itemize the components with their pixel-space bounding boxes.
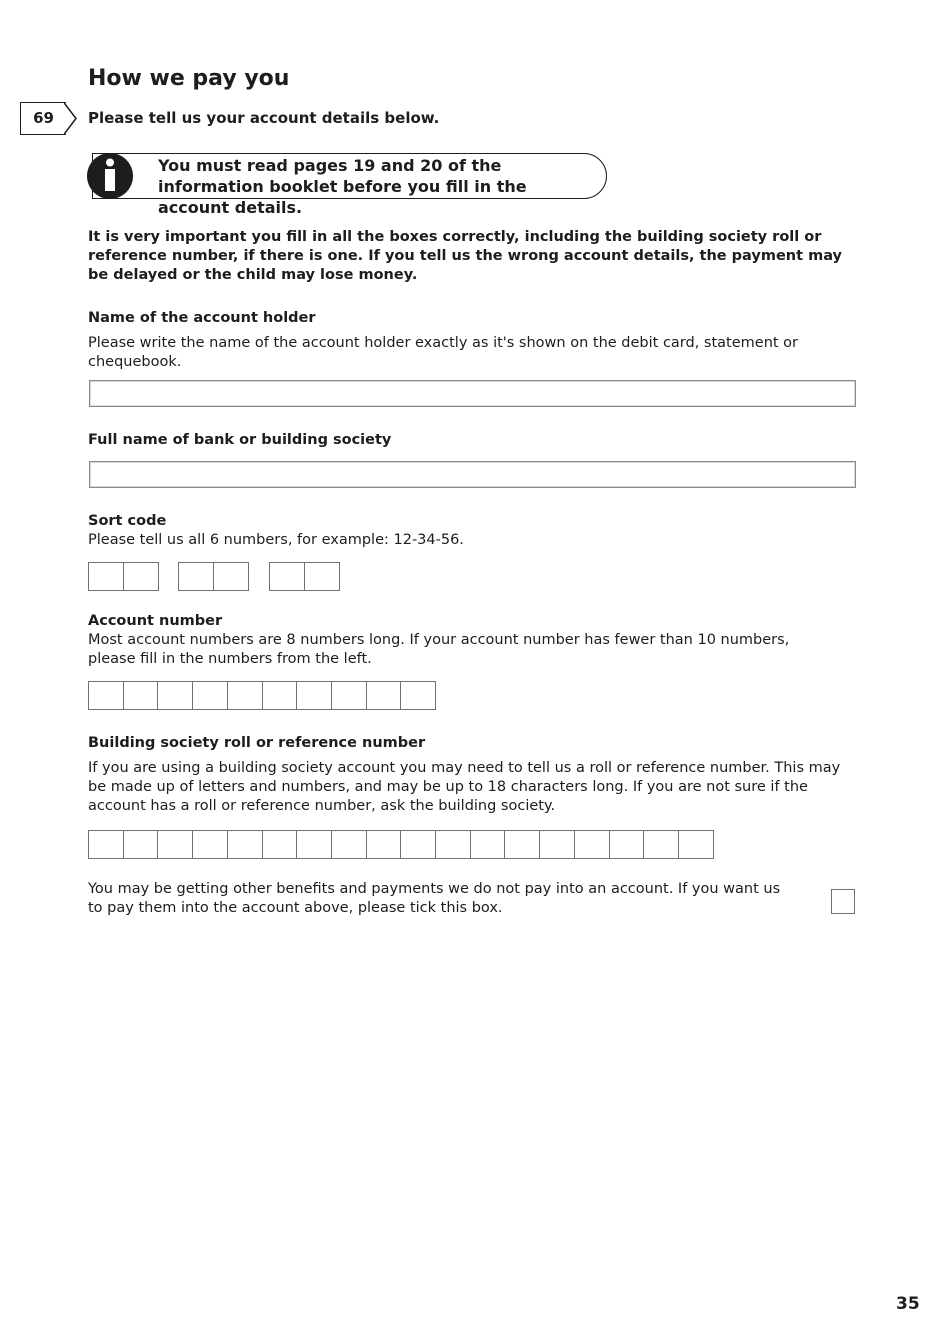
account-number-digit[interactable] [366, 681, 402, 710]
account-number-digit[interactable] [400, 681, 436, 710]
roll-number-char[interactable] [331, 830, 367, 859]
info-icon [87, 153, 133, 199]
sort-code-digit[interactable] [213, 562, 249, 591]
page-number: 35 [896, 1294, 920, 1314]
roll-number-char[interactable] [504, 830, 540, 859]
account-number-digit[interactable] [331, 681, 367, 710]
roll-number-label: Building society roll or reference number [88, 735, 426, 751]
question-number-arrow [64, 102, 80, 135]
roll-number-char[interactable] [470, 830, 506, 859]
roll-number-char[interactable] [296, 830, 332, 859]
account-number-digit[interactable] [123, 681, 159, 710]
roll-number-char[interactable] [262, 830, 298, 859]
sort-code-group-2 [178, 562, 247, 591]
account-number-hint: Most account numbers are 8 numbers long. If your account number has fewer than 10 numbers, please fill in the numbers from the left. [88, 632, 790, 667]
sort-code-label: Sort code [88, 513, 167, 529]
roll-number-char[interactable] [227, 830, 263, 859]
sort-code-digit[interactable] [269, 562, 305, 591]
account-number-digit[interactable] [227, 681, 263, 710]
account-holder-hint: Please write the name of the account holder exactly as it's shown on the debit card, statement or chequebook. [88, 335, 799, 370]
page-title: How we pay you [88, 66, 290, 91]
sort-code-hint: Please tell us all 6 numbers, for example: 12-34-56. [88, 532, 464, 548]
bank-name-input[interactable] [89, 461, 856, 488]
roll-number-hint: If you are using a building society account you may need to tell us a roll or reference number. This may be made up of letters and numbers, and may be up to 18 characters long. If you are not sure if the account has a roll or reference number, ask the building society. [88, 760, 841, 814]
other-benefits-text: You may be getting other benefits and payments we do not pay into an account. If you want us to pay them into the account above, please tick this box. [88, 881, 781, 916]
roll-number-char[interactable] [366, 830, 402, 859]
roll-number-char[interactable] [678, 830, 714, 859]
question-text: Please tell us your account details below. [88, 109, 440, 127]
roll-number-char[interactable] [88, 830, 124, 859]
account-number-digit[interactable] [192, 681, 228, 710]
account-number-boxes [88, 681, 435, 710]
account-number-digit[interactable] [262, 681, 298, 710]
sort-code-digit[interactable] [123, 562, 159, 591]
roll-number-char[interactable] [643, 830, 679, 859]
sort-code-digit[interactable] [304, 562, 340, 591]
other-benefits-checkbox[interactable] [831, 889, 855, 914]
question-number: 69 [20, 102, 66, 135]
roll-number-char[interactable] [539, 830, 575, 859]
sort-code-group-1 [88, 562, 157, 591]
roll-number-char[interactable] [435, 830, 471, 859]
sort-code-group-3 [269, 562, 338, 591]
account-number-digit[interactable] [88, 681, 124, 710]
account-number-digit[interactable] [157, 681, 193, 710]
account-holder-input[interactable] [89, 380, 856, 407]
account-number-digit[interactable] [296, 681, 332, 710]
roll-number-char[interactable] [157, 830, 193, 859]
roll-number-char[interactable] [400, 830, 436, 859]
roll-number-boxes [88, 830, 713, 859]
bank-name-label: Full name of bank or building society [88, 432, 392, 448]
important-notice: It is very important you fill in all the boxes correctly, including the building society roll or reference number, if there is one. If you tell us the wrong account details, the payment may be delayed or the child may lose money. [88, 229, 842, 283]
roll-number-char[interactable] [192, 830, 228, 859]
info-note-text: You must read pages 19 and 20 of the information booklet before you fill in the account details. [158, 156, 527, 217]
sort-code-digit[interactable] [178, 562, 214, 591]
roll-number-char[interactable] [609, 830, 645, 859]
sort-code-digit[interactable] [88, 562, 124, 591]
roll-number-char[interactable] [123, 830, 159, 859]
account-number-label: Account number [88, 613, 223, 629]
roll-number-char[interactable] [574, 830, 610, 859]
account-holder-label: Name of the account holder [88, 310, 316, 326]
